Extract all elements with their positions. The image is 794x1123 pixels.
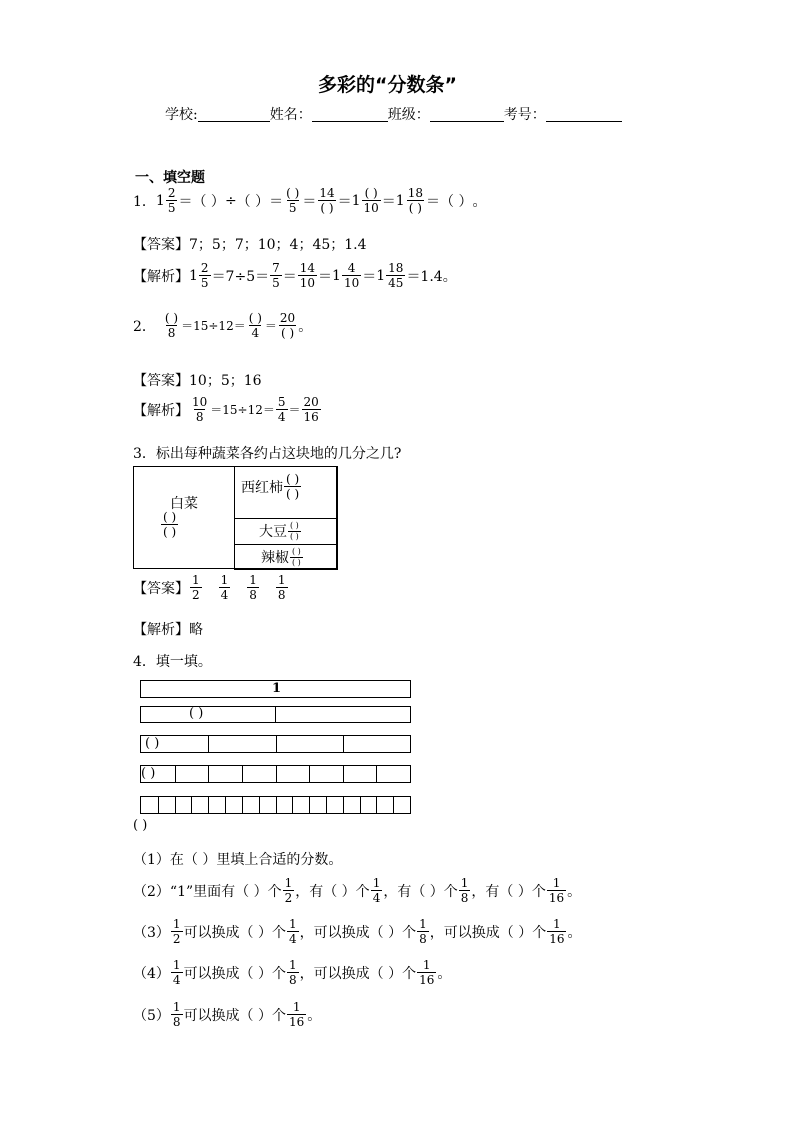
- explanation-2: 【解析】 $\frac{10}{8}$ ＝15÷12＝ $\frac{5}{4}$ ＝ $\frac{20}{16}$: [133, 395, 319, 424]
- explanation-1: 【解析】 1 $\frac{2}{5}$ ＝7÷5＝ $\frac{7}{5}$ ＝ $\frac{14}{10}$ ＝ 1 $\frac{4}{10}$ ＝ 1 $\frac{18}{45}$ ＝1.4。: [133, 261, 457, 290]
- bar-divider: [393, 797, 394, 813]
- divide-sign: ÷: [224, 192, 237, 209]
- answer-blank[interactable]: （ ）: [236, 193, 270, 210]
- q1-fraction: $\frac{2}{5}$: [167, 186, 176, 215]
- blank-fraction[interactable]: $\frac{( )}{10}$: [363, 186, 379, 215]
- cabbage-plot: [133, 466, 235, 569]
- answer-blank[interactable]: （ ）: [440, 193, 473, 210]
- answer-2: [133, 370, 262, 390]
- class-field[interactable]: [430, 107, 504, 122]
- period: 。: [472, 193, 487, 210]
- bar-eighths-blank[interactable]: ( ): [141, 766, 156, 781]
- equals: ＝: [302, 193, 317, 210]
- q1-number: 1．: [133, 193, 156, 210]
- question-4: 4．填一填。: [133, 654, 212, 670]
- bar-halves-blank[interactable]: ( ): [189, 706, 204, 721]
- explanation-label: 【解析】: [133, 268, 189, 285]
- cabbage-label: 白菜: [170, 496, 198, 512]
- student-info-line: [165, 104, 622, 124]
- blank-fraction[interactable]: $\frac{18}{( )}$: [407, 186, 423, 215]
- bar-divider: [208, 797, 209, 813]
- bar-divider: [376, 766, 377, 782]
- bar-divider: [225, 797, 226, 813]
- blank-fraction[interactable]: $\frac{( )}{8}$: [164, 311, 179, 340]
- name-field[interactable]: [312, 107, 388, 122]
- sub-question-4: （4） $\frac{1}{4}$ 可以换成（ ）个 $\frac{1}{8}$ ，可以换成（ ）个 $\frac{1}{16}$ 。: [133, 958, 452, 987]
- bar-divider: [208, 736, 209, 752]
- bar-quarters: [140, 735, 411, 753]
- bar-eighths: [140, 765, 411, 783]
- bar-sixteenths-blank[interactable]: ( ): [133, 818, 148, 833]
- pepper-plot: [234, 544, 338, 570]
- question-3: 3．标出每种蔬菜各约占这块地的几分之几?: [133, 446, 402, 462]
- equals: ＝: [426, 193, 440, 210]
- q2-number: 2．: [133, 318, 156, 335]
- bar-divider: [343, 736, 344, 752]
- bar-divider: [242, 766, 243, 782]
- answer-label: 【答案】: [133, 580, 189, 597]
- explanation-label: 【解析】: [133, 402, 189, 419]
- bar-divider: [242, 797, 243, 813]
- school-label: 学校:: [165, 107, 198, 123]
- tomato-fraction-blank[interactable]: $\frac{( )}{( )}$: [286, 472, 300, 501]
- section-heading: 一、填空题: [135, 170, 205, 186]
- bar-divider: [276, 736, 277, 752]
- soybean-plot: [234, 518, 338, 545]
- soybean-label: 大豆: [259, 524, 287, 540]
- tomato-plot: [234, 466, 338, 519]
- bar-divider: [343, 797, 344, 813]
- equals: ＝: [178, 193, 193, 210]
- pepper-fraction-blank[interactable]: $\frac{( )}{( )}$: [292, 546, 301, 567]
- sub-question-3: （3） $\frac{1}{2}$ 可以换成（ ）个 $\frac{1}{4}$ ，可以换成（ ）个 $\frac{1}{8}$ ，可以换成（ ）个 $\frac{1}{16}$ 。: [133, 917, 582, 946]
- bar-divider: [360, 797, 361, 813]
- bar-divider: [309, 766, 310, 782]
- answer-text: 10；5；16: [189, 373, 262, 389]
- exam-label: 考号：: [503, 107, 546, 123]
- bar-divider: [158, 797, 159, 813]
- cabbage-fraction-blank[interactable]: $\frac{( )}{( )}$: [163, 510, 177, 539]
- bar-divider: [376, 797, 377, 813]
- bar-divider: [326, 797, 327, 813]
- bar-divider: [276, 797, 277, 813]
- answer-text: 7；5；7；10；4；45；1.4: [189, 237, 367, 253]
- sub-question-5: （5） $\frac{1}{8}$ 可以换成（ ）个 $\frac{1}{16}$ 。: [133, 1000, 322, 1029]
- page-title: 多彩的“分数条”: [318, 74, 457, 96]
- bar-sixteenths: [140, 796, 411, 814]
- school-field[interactable]: [198, 107, 270, 122]
- question-2: 2． $\frac{( )}{8}$ ＝15÷12＝ $\frac{( )}{4}$ ＝ $\frac{20}{( )}$ 。: [133, 311, 313, 340]
- explanation-text: 略: [189, 622, 203, 638]
- bar-whole-label: 1: [272, 681, 282, 696]
- tomato-label: 西红柿: [241, 479, 283, 496]
- answer-label: 【答案】: [133, 373, 189, 389]
- vegetable-garden-diagram: [133, 466, 337, 569]
- equals: ＝: [269, 193, 284, 210]
- bar-divider: [175, 766, 176, 782]
- blank-fraction[interactable]: $\frac{20}{( )}$: [279, 311, 296, 340]
- q1-whole: 1: [155, 192, 165, 209]
- question-1: [133, 187, 486, 214]
- bar-quarters-blank[interactable]: ( ): [145, 736, 160, 751]
- mixed-whole: 1: [395, 192, 405, 209]
- bar-divider: [309, 797, 310, 813]
- name-label: 姓名：: [269, 107, 312, 123]
- bar-whole: [140, 680, 411, 698]
- bar-divider: [191, 797, 192, 813]
- explanation-label: 【解析】: [133, 622, 189, 638]
- bar-halves: [140, 706, 411, 723]
- blank-fraction[interactable]: $\frac{( )}{5}$: [286, 186, 300, 215]
- equals: ＝: [381, 193, 396, 210]
- exam-number-field[interactable]: [546, 107, 622, 122]
- answer-blank[interactable]: （ ）: [192, 193, 225, 210]
- class-label: 班级：: [387, 107, 430, 123]
- bar-divider: [276, 766, 277, 782]
- answer-1: [133, 234, 367, 254]
- sub-question-2: （2）“1”里面有（ ）个 $\frac{1}{2}$ ，有（ ）个 $\frac{1}{4}$ ，有（ ）个 $\frac{1}{8}$ ，有（ ）个 $\frac{1}{16}$ 。: [133, 876, 582, 905]
- bar-divider: [343, 766, 344, 782]
- bar-divider: [292, 797, 293, 813]
- sub-question-1: （1）在（ ）里填上合适的分数。: [133, 852, 343, 868]
- answer-label: 【答案】: [133, 237, 189, 253]
- explanation-3: [133, 619, 203, 639]
- bar-divider: [175, 797, 176, 813]
- equals: ＝: [337, 193, 352, 210]
- pepper-label: 辣椒: [261, 550, 289, 566]
- blank-fraction[interactable]: $\frac{( )}{4}$: [248, 311, 262, 340]
- bar-divider: [259, 797, 260, 813]
- bar-divider: [208, 766, 209, 782]
- answer-3: 【答案】 $\frac{1}{2}$ $\frac{1}{4}$ $\frac{1}{8}$ $\frac{1}{8}$: [133, 573, 286, 602]
- mixed-whole: 1: [351, 192, 361, 209]
- blank-fraction[interactable]: $\frac{14}{( )}$: [319, 186, 335, 215]
- soybean-fraction-blank[interactable]: $\frac{( )}{( )}$: [290, 520, 299, 541]
